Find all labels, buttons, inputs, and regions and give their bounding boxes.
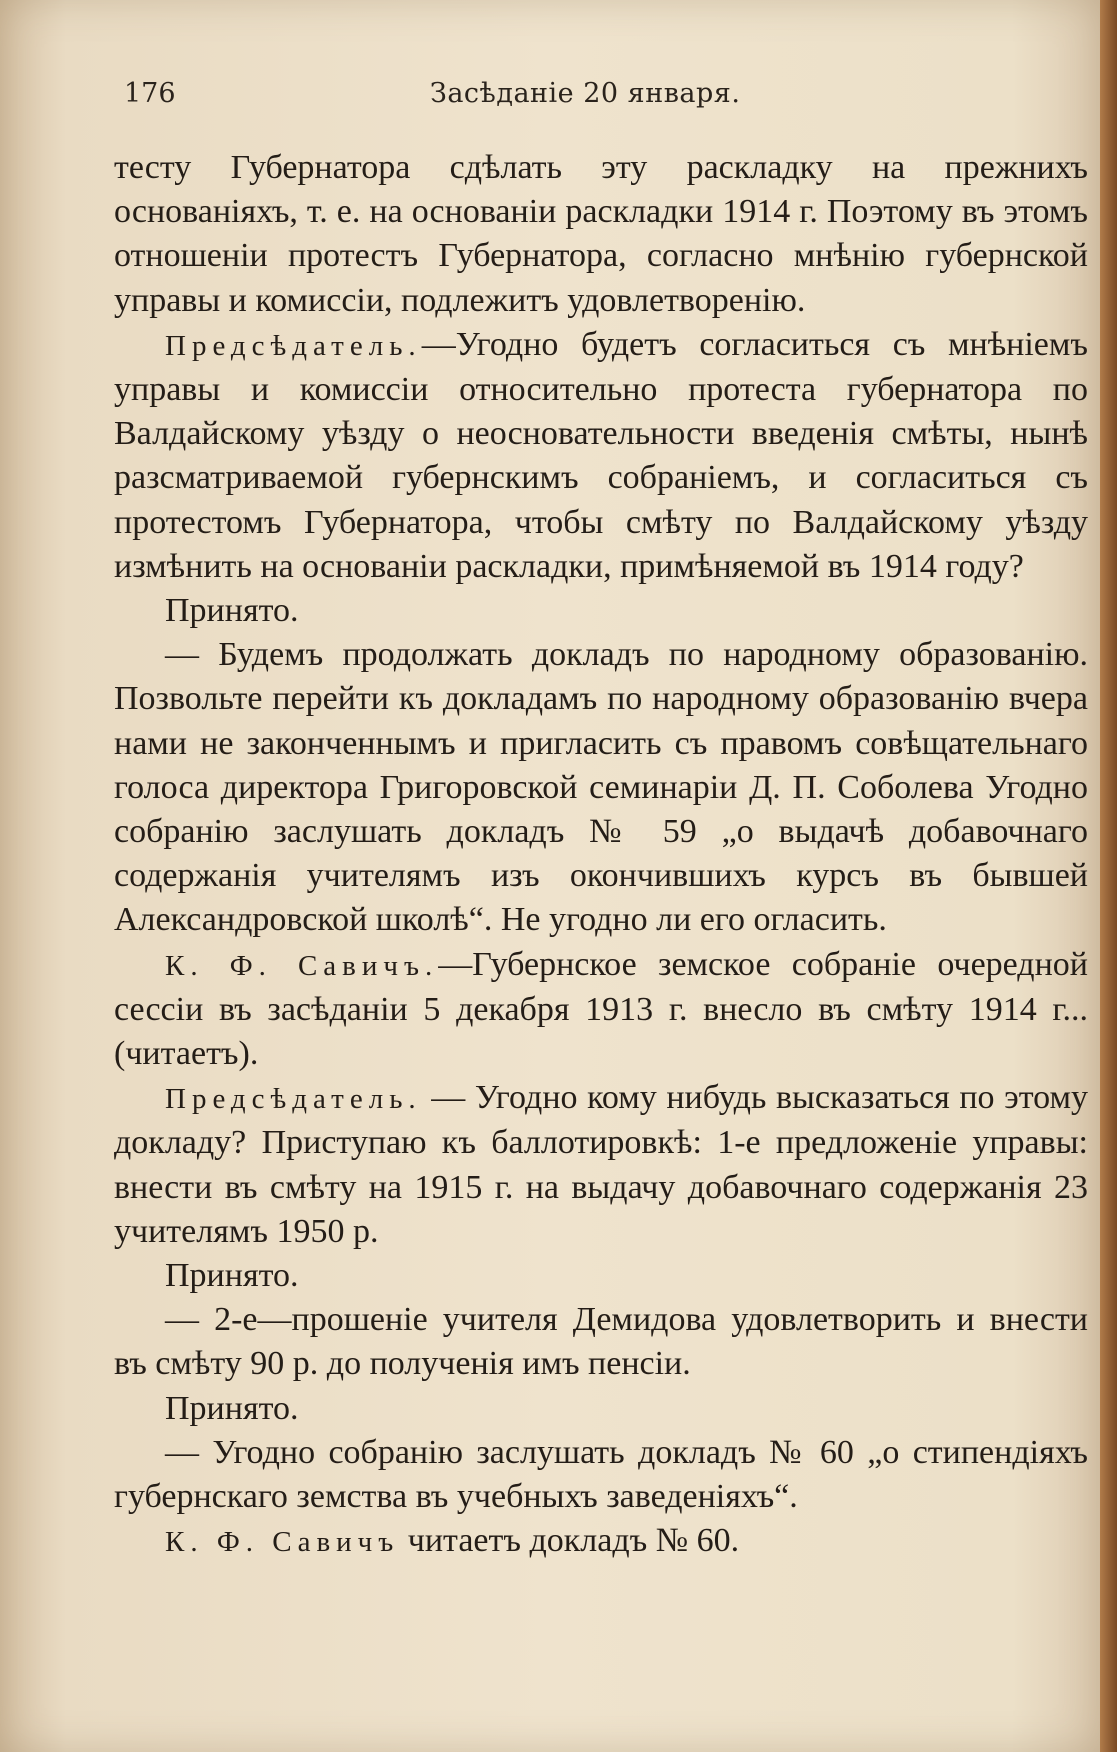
book-spine-edge	[1100, 0, 1117, 1752]
paragraph-text: Принято.	[165, 1389, 299, 1427]
paragraph-text: — 2-е—прошеніе учителя Демидова удовлетворить и внести въ смѣту 90 р. до полученія имъ пенсіи.	[114, 1301, 1088, 1383]
paragraph	[114, 589, 1088, 633]
paragraph-text: — Будемъ продолжать докладъ по народному образованію. Позвольте перейти къ докладамъ по народному образованію вчера нами не законченнымъ и пригласить съ правомъ совѣщательнаго голоса директора Григоровской семинаріи Д. П. Соболева Угодно собранію заслушать докладъ № 59 „о выдачѣ добавочнаго содержанія учителямъ изъ окончившихъ курсъ въ бывшей Александровской школѣ“. Не угодно ли его огласить.	[114, 636, 1088, 939]
paragraph	[114, 146, 1088, 323]
paragraph	[114, 1387, 1088, 1431]
speaker-name: Предсѣдатель.	[165, 1083, 422, 1116]
paragraph	[114, 323, 1088, 589]
paragraph	[114, 1431, 1088, 1519]
paragraph	[114, 1519, 1088, 1564]
speaker-name: К. Ф. Савичъ	[165, 1526, 400, 1559]
body-text	[114, 146, 1088, 1565]
speaker-name: К. Ф. Савичъ.	[165, 949, 439, 982]
paragraph-text: — Угодно кому нибудь высказаться по этому докладу? Приступаю къ баллотировкѣ: 1-е предложеніе управы: внести въ смѣту на 1915 г. на выдачу добавочнаго содержанія 23 учителямъ 1950 р.	[114, 1079, 1088, 1250]
paragraph	[114, 1076, 1088, 1254]
paragraph-text: —Губернское земское собраніе очередной сессіи въ засѣданіи 5 декабря 1913 г. внесло въ смѣту 1914 г... (читаетъ).	[114, 945, 1088, 1073]
page-header	[0, 78, 1100, 128]
paragraph	[114, 1298, 1088, 1386]
paragraph-text: тесту Губернатора сдѣлать эту раскладку на прежнихъ основаніяхъ, т. е. на основаніи раскладки 1914 г. Поэтому въ этомъ отношеніи протестъ Губернатора, согласно мнѣнію губернской управы и комиссіи, подлежитъ удовлетворенію.	[114, 149, 1088, 319]
speaker-name: Предсѣдатель.	[165, 329, 422, 362]
paragraph-text: Принято.	[165, 592, 299, 630]
paragraph	[114, 633, 1088, 942]
paragraph-text: читаетъ докладъ № 60.	[399, 1522, 740, 1560]
running-head: Засѣданіе 20 января.	[430, 78, 741, 109]
paragraph	[114, 1254, 1088, 1298]
page-number: 176	[124, 78, 176, 109]
paragraph-text: —Угодно будетъ согласиться съ мнѣніемъ управы и комиссіи относительно протеста губернатора по Валдайскому уѣзду о неосновательности введенія смѣты, нынѣ разсматриваемой губернскимъ собраніемъ, и согласиться съ протестомъ Губернатора, чтобы смѣту по Валдайскому уѣзду измѣнить на основаніи раскладки, примѣняемой въ 1914 году?	[114, 325, 1088, 585]
paragraph	[114, 943, 1088, 1077]
paragraph-text: Принято.	[165, 1257, 299, 1295]
paragraph-text: — Угодно собранію заслушать докладъ № 60 „о стипендіяхъ губернскаго земства въ учебныхъ заведеніяхъ“.	[114, 1433, 1088, 1516]
